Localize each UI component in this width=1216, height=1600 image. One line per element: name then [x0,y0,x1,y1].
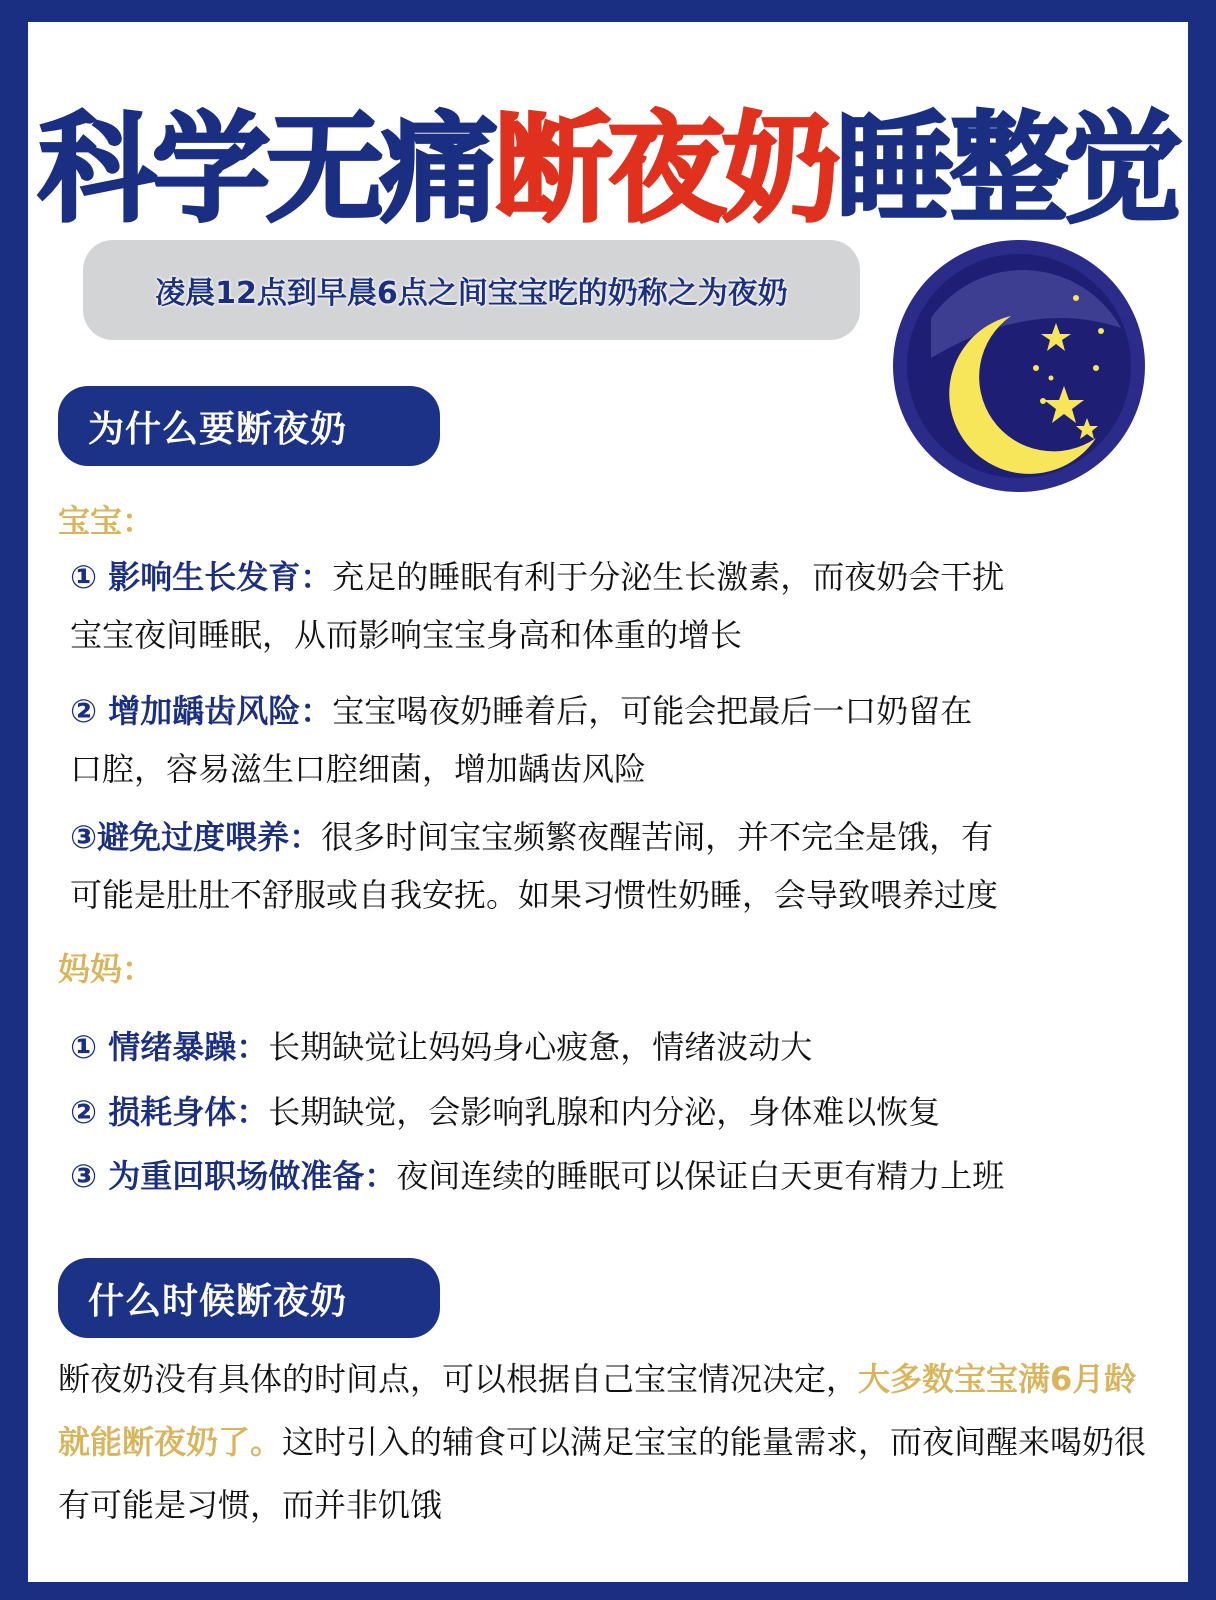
list-item-cont: 可能是肚肚不舒服或自我安抚。如果习惯性奶睡，会导致喂养过度 [70,876,999,914]
page-title [28,74,1188,244]
list-item-cont: 口腔，容易滋生口腔细菌，增加龋齿风险 [70,750,647,788]
list-item: ③避免过度喂养：很多时间宝宝频繁夜醒苦闹，并不完全是饿，有 [70,818,994,856]
list-item: ③ 为重回职场做准备：夜间连续的睡眠可以保证白天更有精力上班 [70,1157,1005,1195]
title-highlight: 断夜奶 [493,100,836,238]
when-paragraph: 断夜奶没有具体的时间点，可以根据自己宝宝情况决定，大多数宝宝满6月龄就能断夜奶了。这时引入的辅食可以满足宝宝的能量需求，而夜间醒来喝奶很有可能是习惯，而并非饥饿 [58,1360,1147,1524]
moon-stars-icon [891,238,1147,494]
title-part3: 睡整觉 [836,100,1179,238]
section-heading-when: 什么时候断夜奶 [58,1258,440,1338]
mom-label: 妈妈： [58,950,155,988]
list-item: ② 增加龋齿风险：宝宝喝夜奶睡着后，可能会把最后一口奶留在 [70,692,973,730]
list-item: ② 损耗身体：长期缺觉，会影响乳腺和内分泌，身体难以恢复 [70,1093,941,1131]
definition-banner: 凌晨12点到早晨6点之间宝宝吃的奶称之为夜奶 [83,240,860,340]
title-part1: 科学无痛 [37,100,494,238]
section-heading-why: 为什么要断夜奶 [58,386,440,466]
highlight-text: 大多数宝宝满6月龄就能断夜奶了。 [58,1360,1137,1461]
baby-label: 宝宝： [58,502,155,540]
list-item: ① 情绪暴躁：长期缺觉让妈妈身心疲惫，情绪波动大 [70,1028,813,1066]
list-item: ① 影响生长发育：充足的睡眠有利于分泌生长激素，而夜奶会干扰 [70,558,1005,596]
list-item-cont: 宝宝夜间睡眠，从而影响宝宝身高和体重的增长 [70,616,743,654]
poster-card [28,22,1188,1582]
